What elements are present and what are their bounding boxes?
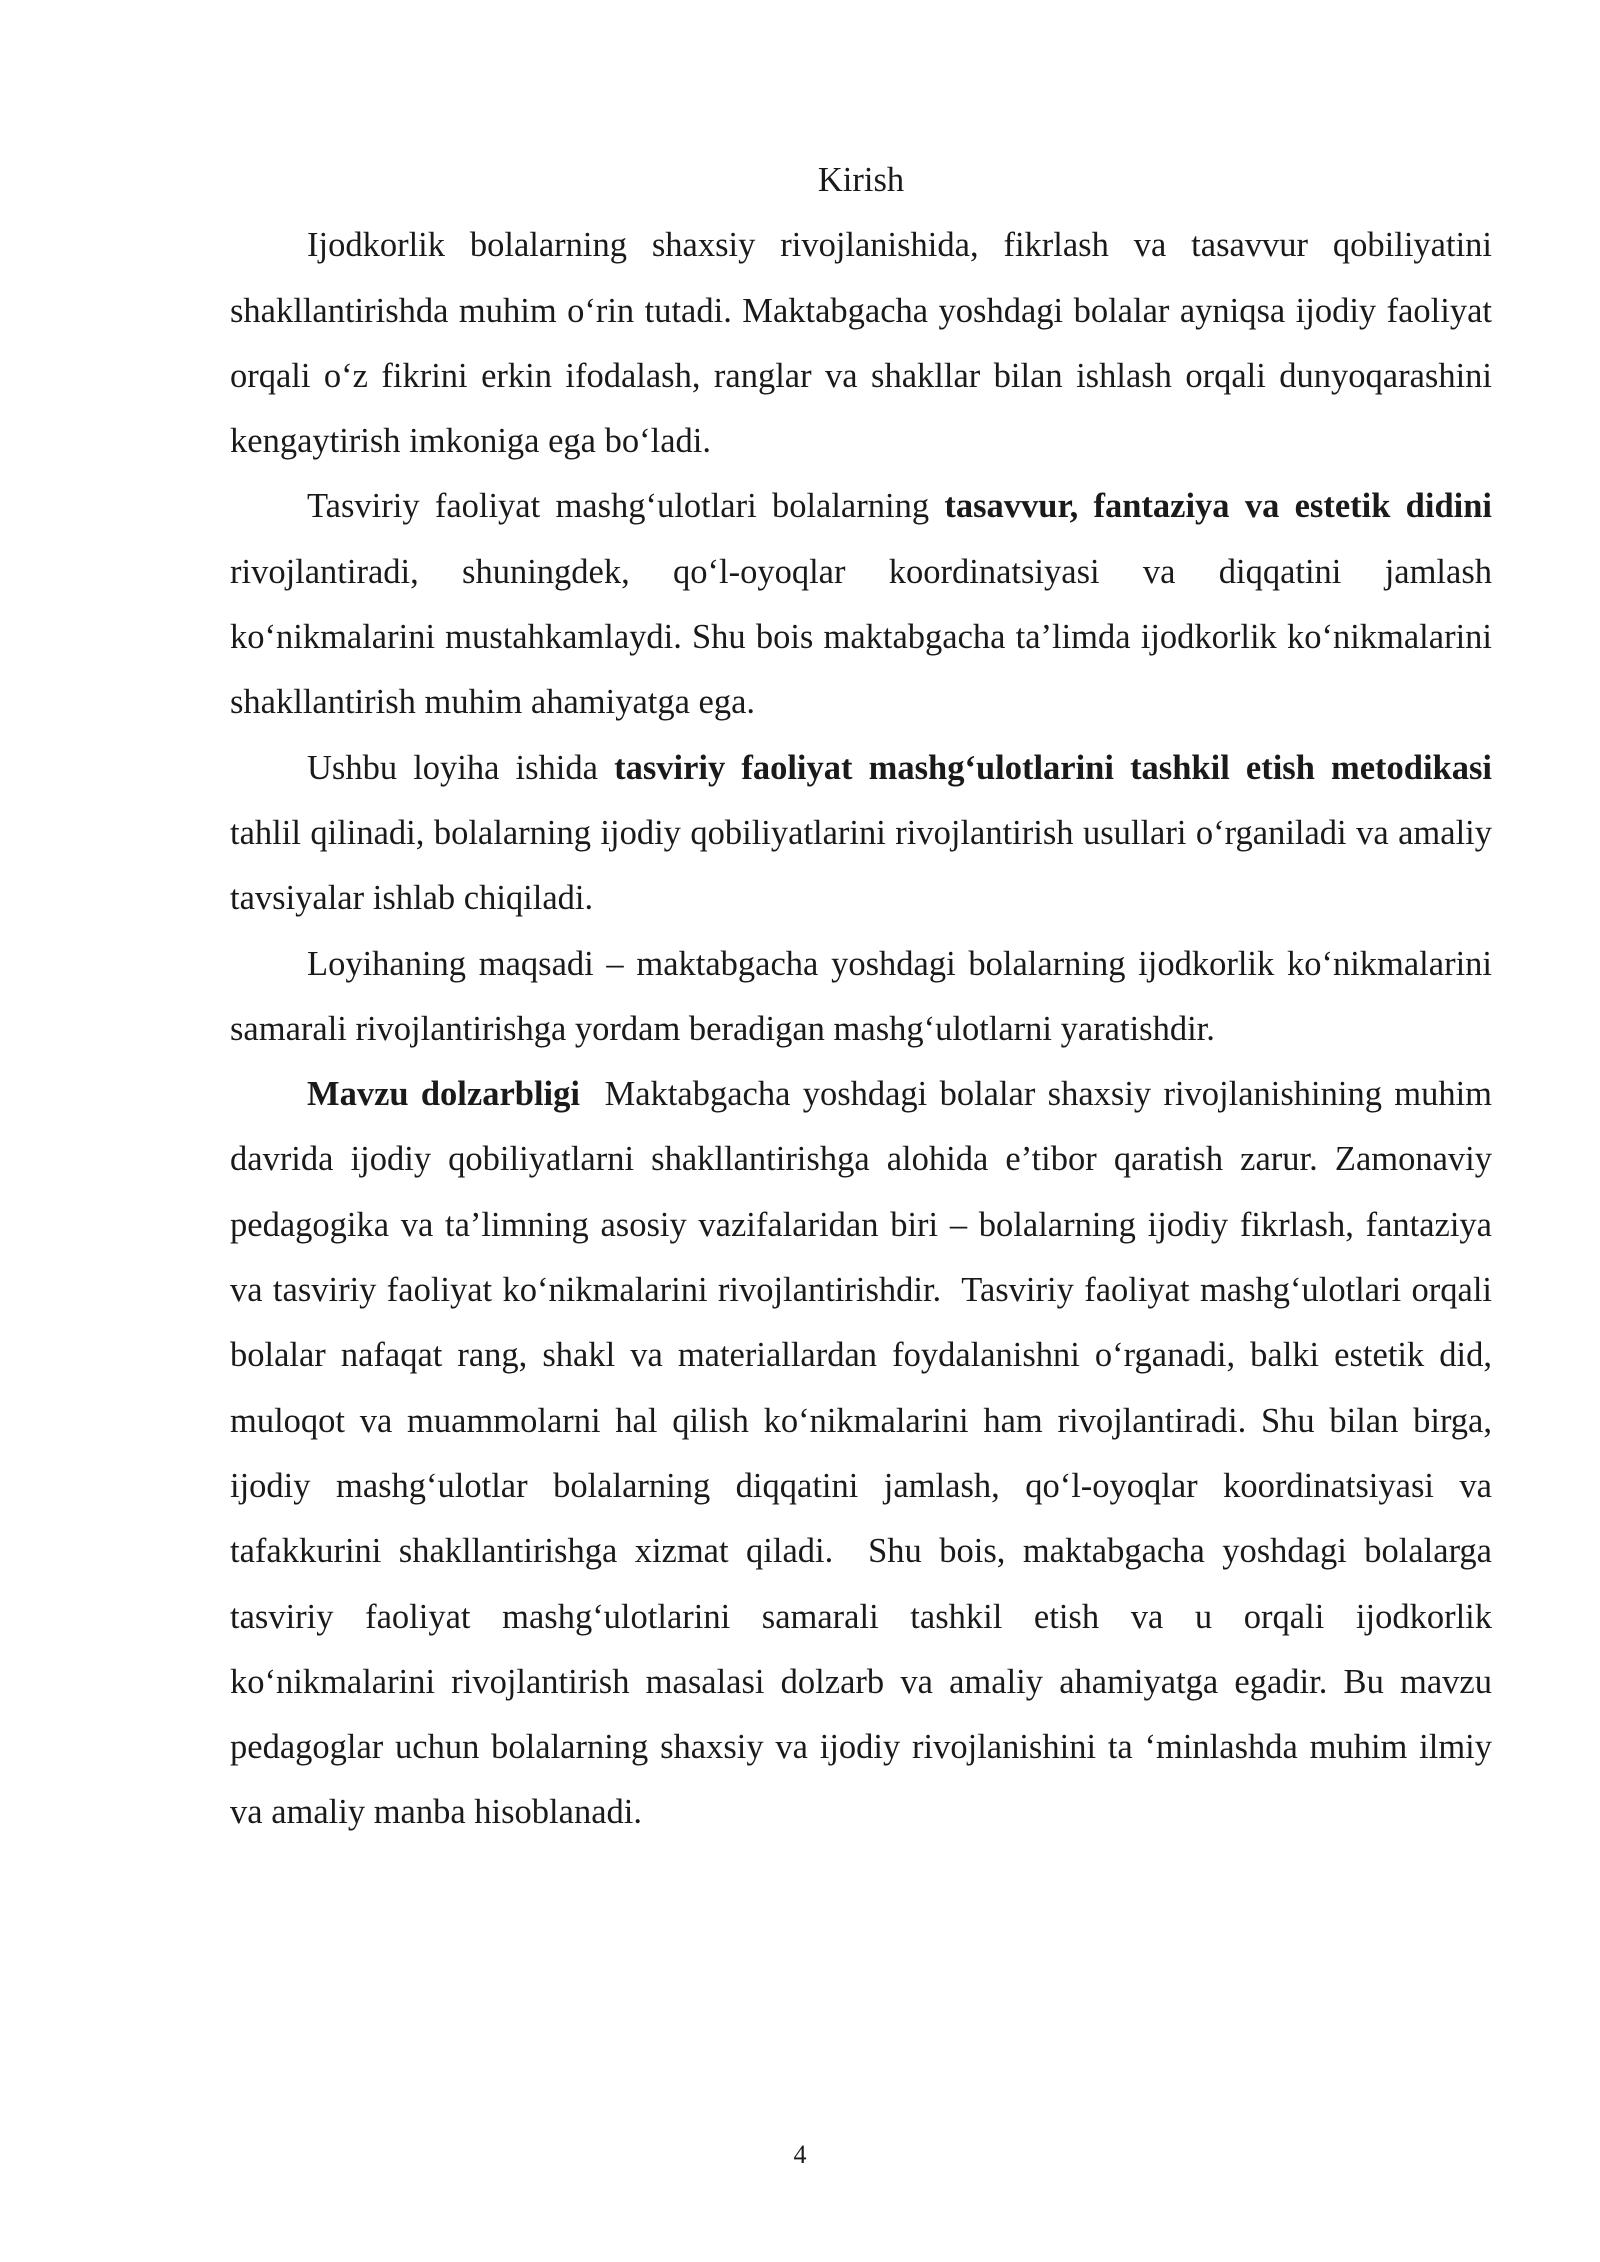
paragraph-text: Ijodkorlik bolalarning shaxsiy rivojlanishida, fikrlash va tasavvur qobiliyatini shakllantirishda muhim o‘rin tutadi. Maktabgacha yoshdagi bolalar ayniqsa ijodiy faoliyat orqali o‘z fikrini erkin ifodalash, ranglar va shakllar bilan ishlash orqali dunyoqarashini kengaytirish imkoniga ega bo‘ladi. (230, 226, 1492, 461)
paragraph (230, 474, 1492, 735)
page-number: 4 (793, 2140, 807, 2169)
paragraph-text: rivojlantiradi, shuningdek, qo‘l-oyoqlar koordinatsiyasi va diqqatini jamlash ko‘nikmalarini mustahkamlaydi. Shu bois maktabgacha ta’limda ijodkorlik ko‘nikmalarini shakllantirish muhim ahamiyatga ega. (230, 552, 1492, 722)
paragraph (230, 932, 1492, 1063)
paragraph-text: Ushbu loyiha ishida (307, 748, 615, 787)
paragraph-text: Maktabgacha yoshdagi bolalar shaxsiy rivojlanishining muhim davrida ijodiy qobiliyatlarni shakllantirishga alohida e’tibor qaratish zarur. Zamonaviy pedagogika va ta’limning asosiy vazifalaridan biri – bolalarning ijodiy fikrlash, fantaziya va tasviriy faoliyat ko‘nikmalarini rivojlantirishdir. Tasviriy faoliyat mashg‘ulotlari orqali bolalar nafaqat rang, shakl va materiallardan foydalanishni o‘rganadi, balki estetik did, muloqot va muammolarni hal qilish ko‘nikmalarini ham rivojlantiradi. Shu bilan birga, ijodiy mashg‘ulotlar bolalarning diqqatini jamlash, qo‘l-oyoqlar koordinatsiyasi va tafakkurini shakllantirishga xizmat qiladi. Shu bois, maktabgacha yoshdagi bolalarga tasviriy faoliyat mashg‘ulotlarini samarali tashkil etish va u orqali ijodkorlik ko‘nikmalarini rivojlantirish masalasi dolzarb va amaliy ahamiyatga egadir. Bu mavzu pedagoglar uchun bolalarning shaxsiy va ijodiy rivojlanishini ta ‘minlashda muhim ilmiy va amaliy manba hisoblanadi. (230, 1075, 1501, 1832)
paragraph-text: tahlil qilinadi, bolalarning ijodiy qobiliyatlarini rivojlantirish usullari o‘rganiladi va amaliy tavsiyalar ishlab chiqiladi. (230, 813, 1492, 918)
paragraph (230, 1062, 1501, 1846)
bold-text: tasviriy faoliyat mashg‘ulotlarini tashkil etish metodikasi (614, 748, 1493, 787)
bold-text: Mavzu dolzarbligi (307, 1075, 580, 1114)
paragraph-text: Tasviriy faoliyat mashg‘ulotlari bolalarning (307, 487, 945, 526)
paragraph (230, 736, 1492, 932)
page-content (230, 148, 1501, 1846)
bold-text: tasavvur, fantaziya va estetik didini (944, 487, 1492, 526)
paragraph (230, 213, 1492, 474)
section-title: Kirish (817, 161, 905, 199)
paragraph-text: Loyihaning maqsadi – maktabgacha yoshdagi bolalarning ijodkorlik ko‘nikmalarini samarali rivojlantirishga yordam beradigan mashg‘ulotlarni yaratishdir. (230, 944, 1492, 1048)
